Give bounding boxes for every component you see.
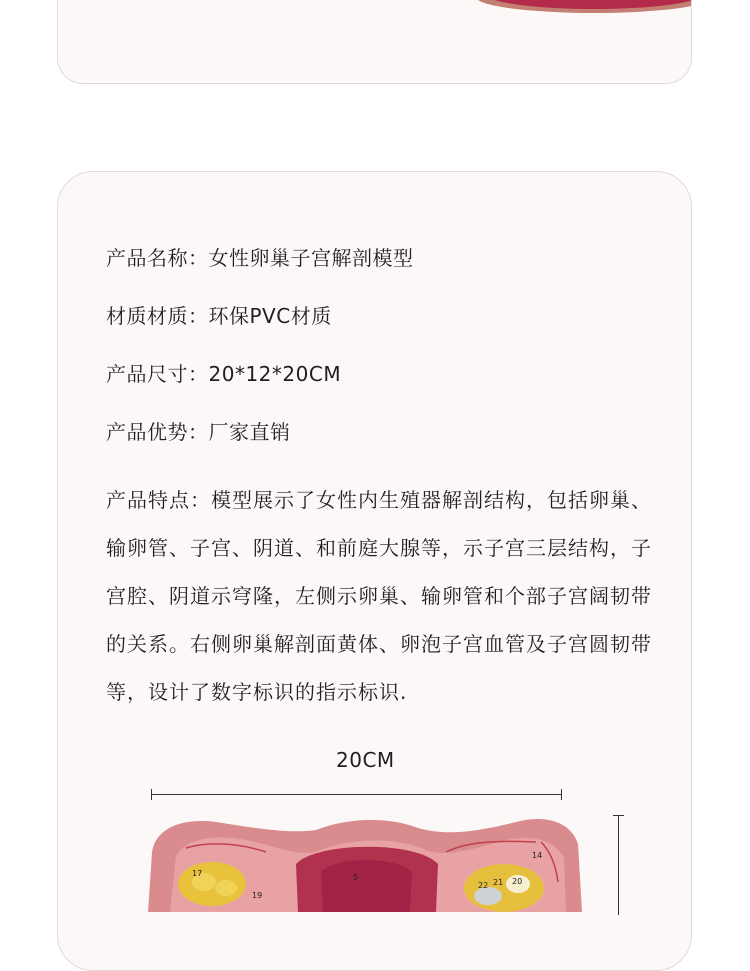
uterus-model-image: [146, 812, 586, 912]
product-name-row: [106, 244, 414, 272]
model-number-22: 22: [478, 881, 489, 890]
features-value: 模型展示了女性内生殖器解剖结构，包括卵巢、输卵管、子宫、阴道、和前庭大腺等，示子宫三层结构，子宫腔、阴道示穹隆，左侧示卵巢、输卵管和个部子宫阔韧带的关系。右侧卵巢解剖面黄体、卵泡子宫血管及子宫圆韧带等，设计了数字标识的指示标识.: [106, 488, 652, 704]
width-dimension-line: [151, 794, 562, 795]
features-paragraph: [106, 476, 654, 716]
size-row: [106, 360, 341, 388]
model-number-19: 19: [252, 891, 263, 900]
size-label: 产品尺寸 ：: [106, 362, 209, 386]
material-row: [106, 302, 332, 330]
advantage-row: [106, 418, 291, 446]
product-name-value: 女性卵巢子宫解剖模型: [208, 246, 414, 270]
model-number-14: 14: [532, 851, 543, 860]
width-dimension-label: 20CM: [336, 748, 395, 772]
size-value: 20*12*20CM: [208, 362, 342, 386]
model-number-20: 20: [512, 877, 523, 886]
model-number-5: 5: [353, 873, 359, 882]
height-dimension-line: [618, 815, 619, 915]
material-label: 材质材质 ：: [106, 304, 209, 328]
model-image-bottom-edge: [476, 0, 692, 13]
material-value: 环保PVC材质: [208, 304, 332, 328]
advantage-value: 厂家直销: [208, 420, 291, 444]
model-number-21: 21: [493, 878, 504, 887]
product-name-label: 产品名称 ：: [106, 246, 209, 270]
model-number-17: 17: [192, 869, 203, 878]
advantage-label: 产品优势 ：: [106, 420, 209, 444]
top-product-card: [57, 0, 692, 84]
features-label: 产品特点 ：: [106, 488, 211, 512]
